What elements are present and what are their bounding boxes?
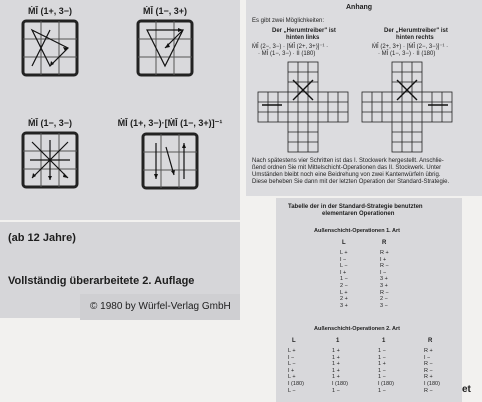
section-2-col-head-3: 1: [382, 338, 386, 344]
left-case-formula-2: · ṀĪ (1−, 3−) · II (180): [258, 51, 316, 57]
table-title-1: Tabelle der in der Standard-Strategie benutzten: [288, 204, 423, 210]
cube-face-diagram-1: [20, 18, 80, 78]
section-1-col-head-l: L: [342, 240, 346, 246]
left-case-formula-1: ṀĪ (2−, 3−) · [ṀĪ (2+, 3+)]⁻¹ ·: [252, 44, 329, 50]
section-1-col-r: R + I + R − I − 3 + 3 + R − 2 − 3 −: [380, 250, 389, 309]
moves-panel: [0, 0, 240, 220]
section-2-col-1: L + I − L − I + L + I (180) L −: [288, 348, 304, 394]
cube-face-diagram-4: [140, 131, 200, 191]
right-case-formula-2: · ṀĪ (1−, 3−) · II (180): [378, 51, 436, 57]
section-1-col-l: L + I − L − I + 1 − 2 − L + 2 + 3 +: [340, 250, 348, 309]
section-2-col-head-1: L: [292, 338, 296, 344]
age-label: (ab 12 Jahre): [8, 232, 76, 244]
move-diagram-3: [5, 118, 95, 190]
section-2-col-4: R + I − R − R − R + I (180) R −: [424, 348, 440, 394]
right-case-heading-1: Der „Herumtreiber" ist: [384, 28, 448, 34]
anhang-footer-2: ßend ordnen Sie mit Mittelschicht-Operationen das II. Stockwerk. Unter: [252, 165, 442, 171]
anhang-panel: [246, 0, 482, 196]
right-case-formula-1: ṀĪ (2+, 3+) · [ṀĪ (2−, 3−)]⁻¹ ·: [372, 44, 449, 50]
move-label-2: ṀĪ (1−, 3+): [142, 6, 187, 16]
cube-face-diagram-3: [20, 130, 80, 190]
left-case-heading-1: Der „Herumtreiber" ist: [272, 28, 336, 34]
section-2-heading: Außenschicht-Operationen 2. Art: [314, 326, 400, 332]
anhang-footer-4: Diese beheben Sie dann mit der letzten Operation der Standard-Strategie.: [252, 179, 450, 185]
move-label-4: ṀĪ (1+, 3−)·[ṀĪ (1−, 3+)]⁻¹: [117, 118, 223, 128]
table-title-2: elementaren Operationen: [322, 211, 395, 217]
anhang-footer-3: Umständen bleibt noch eine Beidrehung von zwei Kantenwürfeln übrig.: [252, 172, 441, 178]
move-diagram-2: [120, 6, 210, 78]
move-label-1: ṀĪ (1+, 3−): [27, 6, 72, 16]
section-1-col-head-r: R: [382, 240, 387, 246]
anhang-footer-1: Nach spätestens vier Schritten ist das I. Stockwerk hergestellt. Anschlie-: [252, 158, 444, 164]
section-2-col-head-4: R: [428, 338, 433, 344]
copyright-panel: [80, 294, 240, 320]
move-diagram-4: [106, 118, 234, 191]
anhang-title: Anhang: [346, 4, 373, 11]
move-diagram-1: [5, 6, 95, 78]
section-2-col-head-2: 1: [336, 338, 340, 344]
section-2-col-3: 1 − 1 − 1 + 1 − 1 − I (180) 1 −: [378, 348, 394, 394]
move-label-3: ṀĪ (1−, 3−): [27, 118, 72, 128]
cube-face-diagram-2: [135, 18, 195, 78]
right-case-heading-2: hinten rechts: [396, 35, 434, 41]
operations-table-panel: [276, 198, 462, 402]
left-case-heading-2: hinten links: [286, 35, 320, 41]
trailing-text: et: [462, 384, 471, 395]
edition-label: Vollständig überarbeitete 2. Auflage: [8, 275, 195, 287]
section-2-col-2: 1 + 1 + 1 + 1 + 1 + I (180) 1 −: [332, 348, 348, 394]
cube-net-diagrams: [252, 60, 476, 154]
copyright-label: © 1980 by Würfel-Verlag GmbH: [90, 301, 231, 312]
anhang-intro: Es gibt zwei Möglichkeiten:: [252, 18, 325, 24]
section-1-heading: Außenschicht-Operationen 1. Art: [314, 228, 400, 234]
